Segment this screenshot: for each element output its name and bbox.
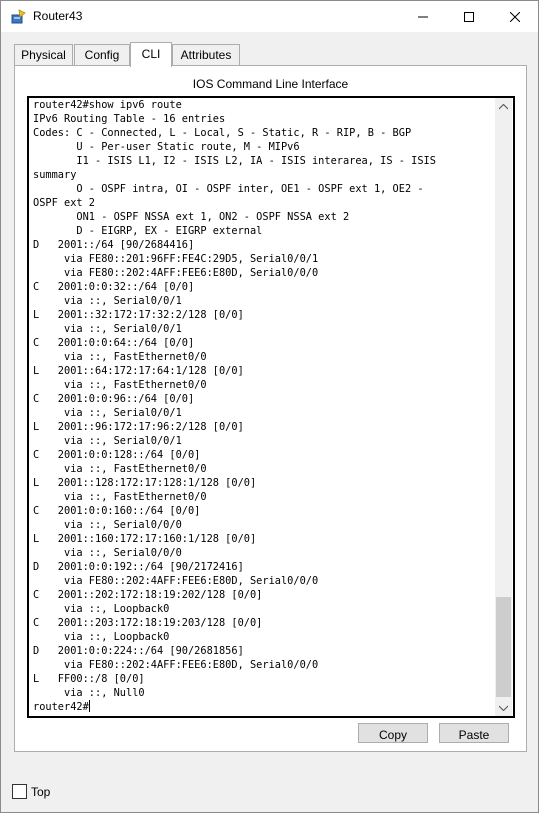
maximize-icon [464, 12, 474, 22]
maximize-button[interactable] [446, 1, 492, 32]
cli-panel [14, 65, 527, 752]
scroll-up-icon [499, 104, 508, 110]
terminal-output-text: router42#show ipv6 route IPv6 Routing Table - 16 entries Codes: C - Connected, L - Local, S - Static, R - RIP, B - BGP U - Per-user Static route, M - MIPv6 I1 - ISIS L1, I2 - ISIS L2, IA - ISIS interarea, IS - ISIS summary O - OSPF intra, OI - OSPF inter, OE1 - OSPF ext 1, OE2 - OSPF ext 2 ON1 - OSPF NSSA ext 1, ON2 - OSPF NSSA ext 2 D - EIGRP, EX - EIGRP external D 2001::/64 [90/2684416] via FE80::201:96FF:FE4C:29D5, Serial0/0/1 via FE80::202:4AFF:FEE6:E80D, Serial0/0/0 C 2001:0:0:32::/64 [0/0] via ::, Serial0/0/1 L 2001::32:172:17:32:2/128 [0/0] via ::, Serial0/0/1 C 2001:0:0:64::/64 [0/0] via ::, FastEthernet0/0 L 2001::64:172:17:64:1/128 [0/0] via ::, FastEthernet0/0 C 2001:0:0:96::/64 [0/0] via ::, Serial0/0/1 L 2001::96:172:17:96:2/128 [0/0] via ::, Serial0/0/1 C 2001:0:0:128::/64 [0/0] via ::, FastEthernet0/0 L 2001::128:172:17:128:1/128 [0/0] via ::, FastEthernet0/0 C 2001:0:0:160::/64 [0/0] via ::, Serial0/0/0 L 2001::160:172:17:160:1/128 [0/0] via ::, Serial0/0/0 D 2001:0:0:192::/64 [90/2172416] via FE80::202:4AFF:FEE6:E80D, Serial0/0/0 C 2001::202:172:18:19:202/128 [0/0] via ::, Loopback0 C 2001::203:172:18:19:203/128 [0/0] via ::, Loopback0 D 2001:0:0:224::/64 [90/2681856] via FE80::202:4AFF:FEE6:E80D, Serial0/0/0 L FF00::/8 [0/0] via ::, Null0 [33, 99, 436, 699]
scroll-down-button[interactable] [495, 699, 512, 716]
router-app-icon [11, 9, 27, 25]
tab-cli[interactable]: CLI [130, 42, 172, 67]
tab-attributes[interactable]: Attributes [172, 44, 240, 65]
minimize-icon [418, 12, 428, 22]
scroll-up-button[interactable] [495, 98, 512, 115]
close-button[interactable] [492, 1, 538, 32]
copy-button[interactable]: Copy [358, 723, 428, 743]
title-bar[interactable] [1, 1, 538, 32]
terminal-output[interactable] [33, 98, 495, 714]
cli-terminal[interactable] [27, 96, 515, 718]
vertical-scrollbar[interactable] [495, 98, 512, 716]
panel-title: IOS Command Line Interface [192, 77, 349, 91]
window-title: Router43 [33, 9, 83, 23]
scroll-thumb[interactable] [496, 597, 511, 697]
terminal-prompt: router42# [33, 701, 89, 713]
scroll-down-icon [499, 705, 508, 711]
minimize-button[interactable] [400, 1, 446, 32]
paste-button[interactable]: Paste [439, 723, 509, 743]
text-cursor [89, 700, 90, 712]
tab-config[interactable]: Config [74, 44, 130, 65]
close-icon [510, 12, 520, 22]
top-checkbox[interactable] [12, 784, 27, 799]
tab-physical[interactable]: Physical [14, 44, 73, 65]
top-checkbox-label: Top [31, 785, 51, 799]
